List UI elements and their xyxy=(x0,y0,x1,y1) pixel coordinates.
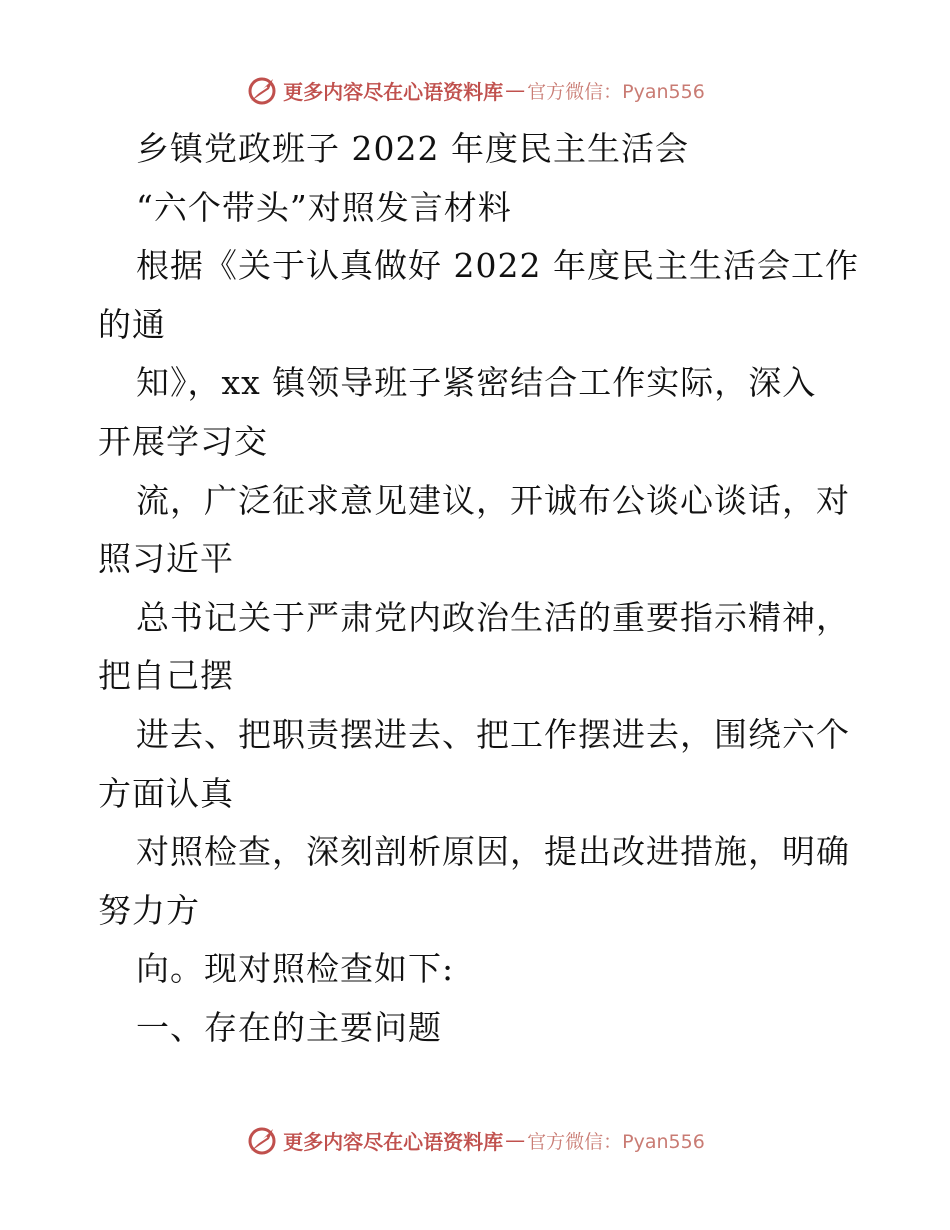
watermark-header xyxy=(0,70,950,110)
quill-logo-icon xyxy=(245,73,279,107)
watermark-footer xyxy=(0,1120,950,1160)
text-line: 进去、把职责摆进去、把工作摆进去，围绕六个 xyxy=(136,714,850,754)
watermark-dash: — xyxy=(505,78,526,102)
text-line: 开展学习交 xyxy=(98,421,268,461)
text-line: 把自己摆 xyxy=(98,656,234,696)
text-line: 对照检查，深刻剖析原因，提出改进措施，明确 xyxy=(136,832,850,872)
text-line: 根据《关于认真做好 2022 年度民主生活会工作 xyxy=(136,246,859,286)
text-line: “六个带头”对照发言材料 xyxy=(136,187,512,227)
text-line: 一、存在的主要问题 xyxy=(136,1007,442,1047)
document-body xyxy=(98,120,868,1058)
watermark-dash: — xyxy=(505,1128,526,1152)
text-line: 乡镇党政班子 2022 年度民主生活会 xyxy=(136,129,689,168)
text-line: 照习近平 xyxy=(98,539,234,579)
watermark-main-text: 更多内容尽在心语资料库 xyxy=(283,1129,504,1154)
text-line: 知》，xx 镇领导班子紧密结合工作实际，深入 xyxy=(136,363,817,403)
quill-logo-icon xyxy=(245,1123,279,1157)
watermark-wechat: 官方微信：Pyan556 xyxy=(527,80,705,103)
text-line: 的通 xyxy=(98,304,166,344)
text-line: 方面认真 xyxy=(98,773,234,813)
text-line: 总书记关于严肃党内政治生活的重要指示精神， xyxy=(136,597,850,637)
text-line: 努力方 xyxy=(98,890,200,930)
watermark-main-text: 更多内容尽在心语资料库 xyxy=(283,79,504,104)
text-line: 向。现对照检查如下: xyxy=(136,949,455,989)
watermark-wechat: 官方微信：Pyan556 xyxy=(527,1130,705,1153)
text-line: 流，广泛征求意见建议，开诚布公谈心谈话，对 xyxy=(136,480,850,520)
